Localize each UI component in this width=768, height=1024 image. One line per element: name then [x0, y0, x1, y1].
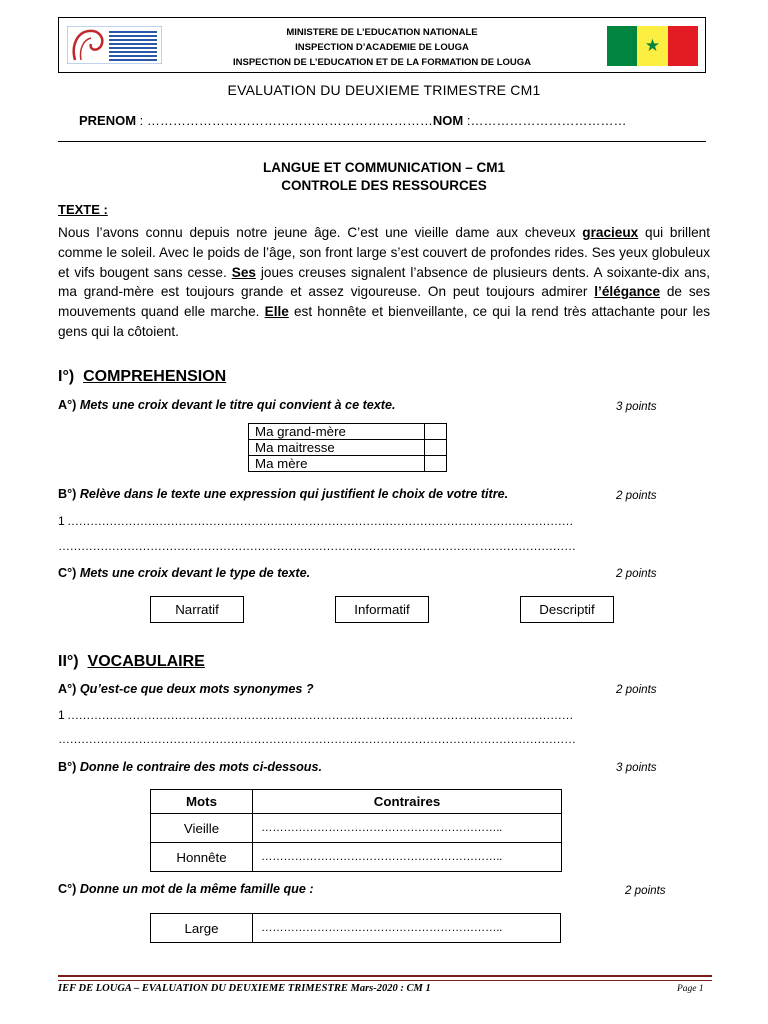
choice-descriptif[interactable]: Descriptif	[520, 596, 614, 623]
question-1b	[58, 487, 508, 501]
answer-cell[interactable]: ………………………………………………………..	[253, 814, 562, 843]
question-2c	[58, 882, 314, 896]
question-text: Relève dans le texte une expression qui justifient le choix de votre titre.	[79, 487, 509, 501]
nom-label: NOM	[432, 113, 464, 128]
answer-cell[interactable]: ………………………………………………………..	[253, 843, 562, 872]
points-label: 3 points	[616, 400, 657, 413]
word-cell: Large	[151, 914, 253, 943]
text-part: joues creuses signalent l’absence de plusieurs dents. A soixante-dix ans, ma grand-mère est toujours grande et assez vigoureuse. On peut toujours admirer	[58, 264, 710, 300]
table-row	[249, 424, 447, 440]
subject-title: LANGUE ET COMMUNICATION – CM1	[263, 160, 505, 175]
section-vocabulaire-heading	[58, 653, 205, 671]
table-row	[249, 456, 447, 472]
points-label: 2 points	[616, 567, 657, 580]
word-cell: Vieille	[151, 814, 253, 843]
question-2a	[58, 682, 314, 696]
option-label: Ma mère	[249, 456, 425, 472]
texte-label: TEXTE :	[58, 202, 108, 217]
title-choice-table	[248, 423, 447, 472]
flag-red-stripe	[668, 26, 698, 66]
prenom-label: PRENOM	[79, 113, 137, 128]
star-icon: ★	[644, 36, 661, 55]
page-number: Page 1	[677, 984, 704, 994]
section-title: COMPREHENSION	[83, 368, 227, 385]
highlighted-word: Elle	[264, 304, 289, 320]
checkbox-cell[interactable]	[425, 456, 447, 472]
footer-rule	[58, 975, 712, 977]
question-letter: C°)	[58, 882, 77, 896]
checkbox-cell[interactable]	[425, 440, 447, 456]
inspection-name: INSPECTION DE L’EDUCATION ET DE LA FORMATION DE LOUGA	[232, 57, 532, 68]
word-family-table	[150, 913, 561, 943]
subject-subtitle: CONTROLE DES RESSOURCES	[281, 178, 487, 193]
prenom-field[interactable]: …………………………………………………………	[146, 113, 433, 128]
option-label: Ma grand-mère	[249, 424, 425, 440]
question-text: Mets une croix devant le titre qui convient à ce texte.	[79, 398, 396, 412]
points-label: 2 points	[616, 683, 657, 696]
question-text: Donne le contraire des mots ci-dessous.	[79, 760, 322, 774]
text-part: de ses mouvements quand elle marche.	[58, 284, 710, 320]
points-label: 2 points	[625, 884, 666, 897]
table-header-row	[151, 790, 562, 814]
separator-line	[58, 141, 706, 142]
question-1a	[58, 398, 395, 412]
question-letter: C°)	[58, 566, 77, 580]
question-text: Donne un mot de la même famille que :	[79, 882, 314, 896]
points-label: 3 points	[616, 761, 657, 774]
text-part: qui brillent comme le soleil. Avec le poids de l’âge, son front large s’est couvert de profondes rides. Ses yeux globuleux et vifs bougent sans cesse.	[58, 225, 710, 280]
text-part: Nous l’avons connu depuis notre jeune âge. C’est une vieille dame aux cheveux	[58, 225, 583, 240]
table-row	[249, 440, 447, 456]
highlighted-word: Ses	[231, 264, 256, 280]
answer-line[interactable]: ………………………………………………………………………………………………………………………	[58, 539, 576, 553]
answer-line[interactable]: ………………………………………………………………………………………………………………………	[58, 732, 576, 746]
question-text: Mets une croix devant le type de texte.	[79, 566, 311, 580]
table-row	[151, 843, 562, 872]
points-label: 2 points	[616, 489, 657, 502]
section-number: II°)	[58, 653, 79, 670]
ministry-name: MINISTERE DE L’EDUCATION NATIONALE	[286, 27, 478, 38]
antonyms-table	[150, 789, 562, 872]
header-box	[58, 17, 706, 73]
academy-name: INSPECTION D’ACADEMIE DE LOUGA	[295, 42, 469, 53]
question-text: Qu’est-ce que deux mots synonymes ?	[79, 682, 314, 696]
table-row	[151, 814, 562, 843]
footer-rule-thin	[58, 980, 712, 981]
section-title: VOCABULAIRE	[87, 653, 205, 670]
highlighted-word: gracieux	[582, 225, 639, 240]
answer-line[interactable]: 1 ……………………………………………………………………………………………………………………	[58, 708, 574, 722]
evaluation-title: EVALUATION DU DEUXIEME TRIMESTRE CM1	[227, 82, 541, 98]
flag-yellow-stripe	[637, 26, 667, 66]
answer-line[interactable]: 1 ……………………………………………………………………………………………………………………	[58, 514, 574, 528]
checkbox-cell[interactable]	[425, 424, 447, 440]
answer-cell[interactable]: ………………………………………………………..	[253, 914, 561, 943]
section-number: I°)	[58, 368, 75, 385]
option-label: Ma maitresse	[249, 440, 425, 456]
prenom-separator: :	[136, 113, 147, 128]
table-row	[151, 914, 561, 943]
highlighted-word: l’élégance	[594, 284, 661, 300]
word-cell: Honnête	[151, 843, 253, 872]
question-letter: B°)	[58, 760, 77, 774]
senegal-flag	[607, 26, 698, 66]
column-header: Contraires	[253, 790, 562, 814]
question-letter: A°)	[58, 682, 77, 696]
question-letter: A°)	[58, 398, 77, 412]
footer-text: IEF DE LOUGA – EVALUATION DU DEUXIEME TRIMESTRE Mars-2020 : CM 1	[58, 983, 431, 994]
reading-text	[58, 223, 710, 342]
column-header: Mots	[151, 790, 253, 814]
student-name-line	[79, 113, 626, 128]
text-part: est honnête et bienveillante, ce qui la rend très attachante pour les gens qui la côtoient.	[58, 304, 710, 339]
nom-field[interactable]: ………………………………	[470, 113, 627, 128]
choice-informatif[interactable]: Informatif	[335, 596, 429, 623]
question-2b	[58, 760, 322, 774]
nom-separator: :	[463, 113, 471, 128]
question-1c	[58, 566, 310, 580]
choice-narratif[interactable]: Narratif	[150, 596, 244, 623]
section-comprehension-heading	[58, 368, 226, 386]
flag-green-stripe	[607, 26, 637, 66]
question-letter: B°)	[58, 487, 77, 501]
